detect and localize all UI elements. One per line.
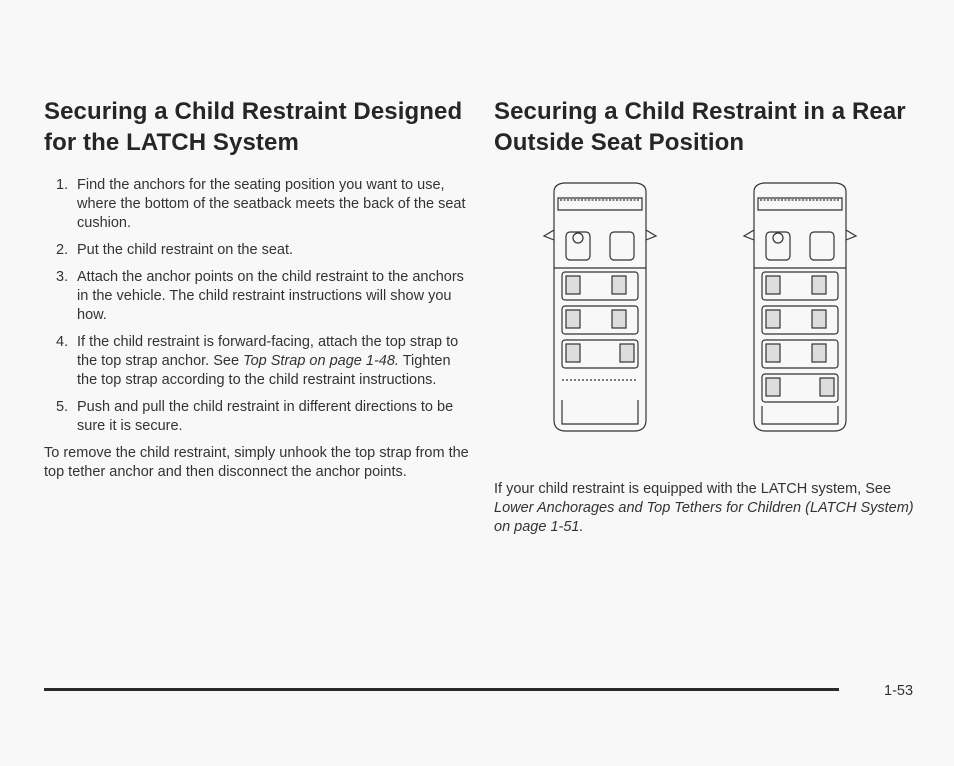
- cross-reference-link[interactable]: Top Strap on page 1-48.: [243, 353, 399, 369]
- diagram-group: [540, 180, 870, 435]
- step-number: 1.: [56, 177, 69, 193]
- step-4: [44, 333, 469, 390]
- anchor-symbol-icon: [820, 378, 834, 396]
- left-heading: Securing a Child Restraint Designed for the LATCH System: [44, 98, 463, 156]
- passenger-seat-icon: [810, 232, 834, 260]
- rear-door-outline: [562, 400, 638, 424]
- anchor-symbol-icon: [566, 310, 580, 328]
- anchor-symbol-icon: [812, 276, 826, 294]
- anchor-symbol-icon: [612, 310, 626, 328]
- anchor-symbol-icon: [620, 344, 634, 362]
- left-column: [44, 96, 469, 482]
- cross-reference-link[interactable]: Lower Anchorages and Top Tethers for Children (LATCH System) on page 1-51.: [494, 499, 914, 535]
- step-3: [44, 268, 469, 325]
- anchor-symbol-icon: [566, 344, 580, 362]
- anchor-symbol-icon: [812, 344, 826, 362]
- step-number: 5.: [56, 399, 69, 415]
- anchor-symbol-icon: [766, 310, 780, 328]
- step-text: Find the anchors for the seating position you want to use, where the bottom of the seatback meets the back of the seat cushion.: [77, 177, 466, 231]
- step-text: Push and pull the child restraint in different directions to be sure it is secure.: [77, 399, 454, 434]
- paragraph-text: If your child restraint is equipped with the LATCH system, See: [494, 480, 892, 497]
- step-text: Attach the anchor points on the child restraint to the anchors in the vehicle. The child restraint instructions will show you how.: [77, 269, 464, 323]
- anchor-symbol-icon: [812, 310, 826, 328]
- steering-wheel-icon: [573, 233, 583, 243]
- step-2: [44, 241, 469, 260]
- right-heading: Securing a Child Restraint in a Rear Outside Seat Position: [494, 98, 906, 156]
- steps-list: [44, 176, 469, 436]
- van-diagram-four-rows: [740, 180, 860, 435]
- van-diagram-three-rows: [540, 180, 660, 435]
- footer-rule: [44, 688, 839, 691]
- step-text: Tighten the top strap according to the child restraint instructions.: [77, 353, 451, 388]
- page-number: 1-53: [884, 683, 914, 699]
- anchor-symbol-icon: [766, 378, 780, 396]
- passenger-seat-icon: [610, 232, 634, 260]
- driver-seat-icon: [566, 232, 590, 260]
- right-mirror-icon: [846, 230, 856, 240]
- step-number: 2.: [56, 242, 69, 258]
- anchor-symbol-icon: [766, 276, 780, 294]
- van-body-outline: [554, 183, 646, 431]
- anchor-symbol-icon: [612, 276, 626, 294]
- van-top-view-illustration: [740, 180, 860, 435]
- left-mirror-icon: [544, 230, 554, 240]
- van-top-view-illustration: [540, 180, 660, 435]
- driver-seat-icon: [766, 232, 790, 260]
- closing-paragraph: To remove the child restraint, simply unhook the top strap from the top tether anchor and then disconnect the anchor points.: [44, 445, 469, 480]
- step-number: 4.: [56, 334, 69, 350]
- steering-wheel-icon: [773, 233, 783, 243]
- step-5: [44, 398, 469, 436]
- left-mirror-icon: [744, 230, 754, 240]
- latch-reference-paragraph: [494, 480, 914, 537]
- step-text: If the child restraint is forward-facing, attach the top strap to the top strap anchor. See: [77, 334, 459, 369]
- anchor-symbol-icon: [766, 344, 780, 362]
- step-1: [44, 176, 469, 233]
- step-number: 3.: [56, 269, 69, 285]
- step-text: Put the child restraint on the seat.: [77, 242, 294, 258]
- right-mirror-icon: [646, 230, 656, 240]
- anchor-symbol-icon: [566, 276, 580, 294]
- right-column: [494, 96, 924, 176]
- rear-door-outline: [762, 406, 838, 424]
